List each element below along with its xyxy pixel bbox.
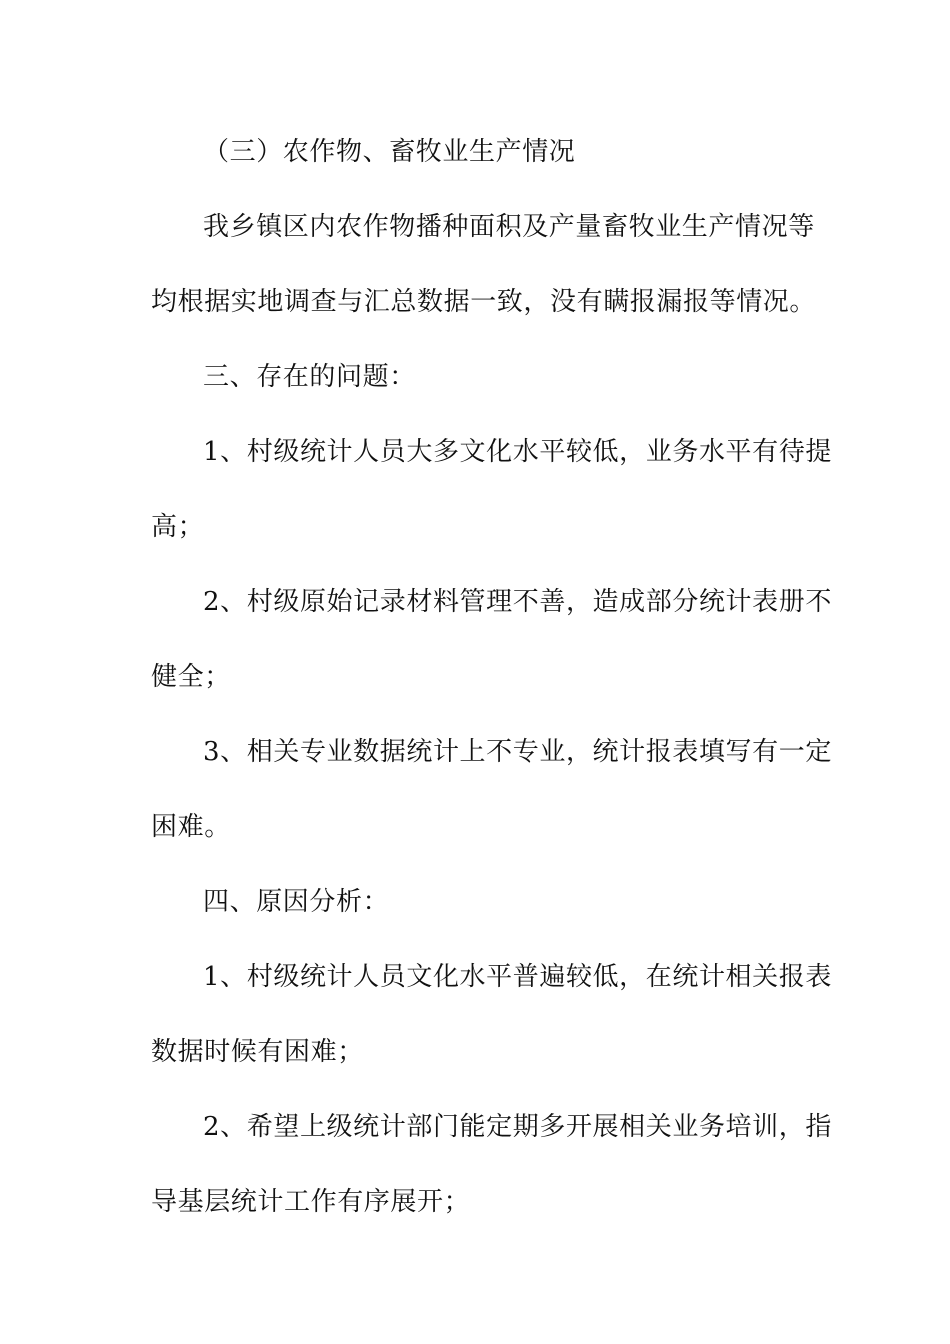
section-heading-problems: 三、存在的问题： bbox=[203, 362, 416, 392]
list-item-line: 导基层统计工作有序展开； bbox=[151, 1187, 471, 1217]
list-item-line: 1、村级统计人员文化水平普遍较低，在统计相关报表 bbox=[203, 962, 832, 992]
paragraph-line: 我乡镇区内农作物播种面积及产量畜牧业生产情况等 bbox=[203, 212, 815, 242]
list-item-line: 数据时候有困难； bbox=[151, 1037, 364, 1067]
list-item-line: 健全； bbox=[151, 662, 231, 692]
paragraph-line: 均根据实地调查与汇总数据一致，没有瞒报漏报等情况。 bbox=[151, 287, 817, 317]
section-heading-analysis: 四、原因分析： bbox=[203, 887, 390, 917]
list-item-line: 困难。 bbox=[151, 812, 231, 842]
list-item-line: 2、希望上级统计部门能定期多开展相关业务培训，指 bbox=[203, 1112, 832, 1142]
list-item-line: 3、相关专业数据统计上不专业，统计报表填写有一定 bbox=[203, 737, 832, 767]
section-heading-crops: （三）农作物、畜牧业生产情况 bbox=[203, 137, 576, 167]
list-item-line: 1、村级统计人员大多文化水平较低，业务水平有待提 bbox=[203, 437, 832, 467]
list-item-line: 高； bbox=[151, 512, 205, 542]
list-item-line: 2、村级原始记录材料管理不善，造成部分统计表册不 bbox=[203, 587, 832, 617]
